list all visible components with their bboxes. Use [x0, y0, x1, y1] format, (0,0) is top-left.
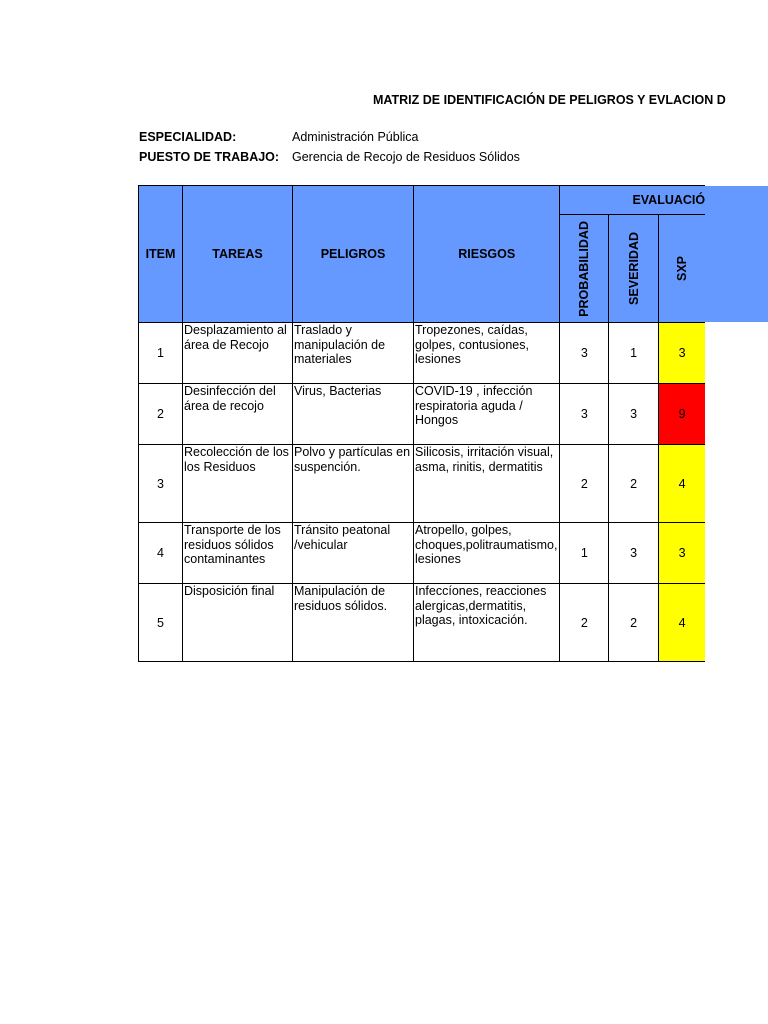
table-row: [139, 523, 706, 584]
cell-tarea: Transporte de los residuos sólidos contaminantes: [183, 523, 293, 584]
cell-peligro: Virus, Bacterias: [293, 384, 414, 445]
cell-sxp: 9: [658, 384, 705, 445]
header-peligros: PELIGROS: [293, 186, 414, 323]
header-sxp: [658, 215, 705, 323]
cell-probabilidad: 1: [560, 523, 609, 584]
table-row: [139, 445, 706, 523]
cell-riesgo: Tropezones, caídas, golpes, contusiones, lesiones: [414, 323, 560, 384]
cell-sxp: 4: [658, 445, 705, 523]
cell-item: 5: [139, 584, 183, 662]
cell-tarea: Desplazamiento al área de Recojo: [183, 323, 293, 384]
cell-severidad: 3: [609, 523, 659, 584]
cell-peligro: Manipulación de residuos sólidos.: [293, 584, 414, 662]
cell-peligro: Tránsito peatonal /vehicular: [293, 523, 414, 584]
header-probabilidad: [560, 215, 609, 323]
puesto-label: PUESTO DE TRABAJO:: [139, 150, 280, 164]
header-probabilidad-label: PROBABILIDAD: [577, 220, 592, 317]
especialidad-value: Administración Pública: [292, 130, 419, 144]
cell-item: 4: [139, 523, 183, 584]
page-title: MATRIZ DE IDENTIFICACIÓN DE PELIGROS Y EVLACION D: [373, 93, 726, 107]
cell-severidad: 3: [609, 384, 659, 445]
header-severidad: [609, 215, 659, 323]
cell-tarea: Recolección de los los Residuos: [183, 445, 293, 523]
cell-probabilidad: 3: [560, 384, 609, 445]
cell-sxp: 3: [658, 523, 705, 584]
cell-probabilidad: 3: [560, 323, 609, 384]
header-severidad-label: SEVERIDAD: [626, 232, 641, 305]
cell-riesgo: Silicosis, irritación visual, asma, rinitis, dermatitis: [414, 445, 560, 523]
cell-tarea: Desinfección del área de recojo: [183, 384, 293, 445]
table-row: [139, 384, 706, 445]
header-tareas: TAREAS: [183, 186, 293, 323]
cell-item: 3: [139, 445, 183, 523]
header-sxp-label: SXP: [675, 255, 690, 281]
header-evaluacion: EVALUACIÓ: [560, 186, 705, 215]
cell-item: 2: [139, 384, 183, 445]
cell-probabilidad: 2: [560, 445, 609, 523]
cell-peligro: Traslado y manipulación de materiales: [293, 323, 414, 384]
header-item: ITEM: [139, 186, 183, 323]
cell-severidad: 2: [609, 445, 659, 523]
cell-sxp: 4: [658, 584, 705, 662]
table-row: [139, 584, 706, 662]
cell-severidad: 2: [609, 584, 659, 662]
hazard-matrix-table: [138, 185, 705, 662]
cell-riesgo: Infeccíones, reacciones alergicas,dermatitis, plagas, intoxicación.: [414, 584, 560, 662]
header-riesgos: RIESGOS: [414, 186, 560, 323]
cell-sxp: 3: [658, 323, 705, 384]
cell-probabilidad: 2: [560, 584, 609, 662]
cell-peligro: Polvo y partículas en suspención.: [293, 445, 414, 523]
cell-riesgo: Atropello, golpes, choques,politraumatismo, lesiones: [414, 523, 560, 584]
puesto-value: Gerencia de Recojo de Residuos Sólidos: [292, 150, 520, 164]
cell-riesgo: COVID-19 , infección respiratoria aguda / Hongos: [414, 384, 560, 445]
cell-tarea: Disposición final: [183, 584, 293, 662]
cell-severidad: 1: [609, 323, 659, 384]
cell-item: 1: [139, 323, 183, 384]
especialidad-label: ESPECIALIDAD:: [139, 130, 237, 144]
table-row: [139, 323, 706, 384]
